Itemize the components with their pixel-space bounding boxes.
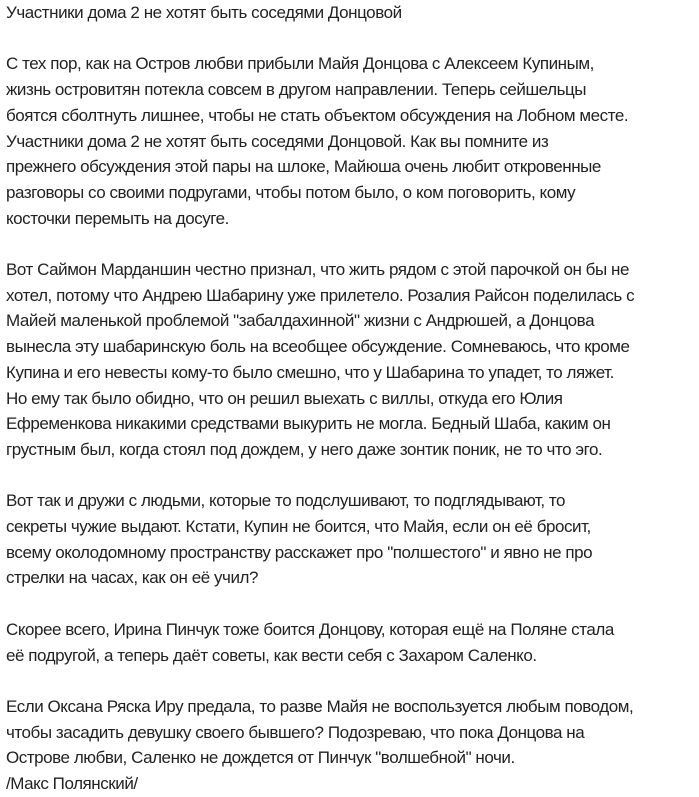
paragraph [6, 488, 699, 591]
paragraph-line: Участники дома 2 не хотят быть соседями Донцовой. Как вы помните из [6, 131, 549, 151]
paragraph-line: косточки перемыть на досуге. [6, 208, 229, 228]
paragraph-line: прежнего обсуждения этой пары на шлоке, Майюша очень любит откровенные [6, 157, 601, 177]
paragraph-line: жизнь островитян потекла совсем в другом направлении. Теперь сейшельцы [6, 80, 587, 100]
paragraph [6, 257, 699, 463]
paragraph-line: Острове любви, Саленко не дождется от Пинчук "волшебной" ночи. [6, 748, 515, 768]
paragraph-line: Но ему так было обидно, что он решил выехать с виллы, откуда его Юлия [6, 388, 563, 408]
paragraph [6, 617, 699, 668]
paragraph-line: Вот так и дружи с людьми, которые то подслушивают, то подглядывают, то [6, 491, 566, 511]
paragraph-line: чтобы засадить девушку своего бывшего? Подозреваю, что пока Донцова на [6, 722, 585, 742]
paragraph-line: вынесла эту шабаринскую боль на всеобщее обсуждение. Сомневаюсь, что кроме [6, 337, 630, 357]
paragraph-line: Ефременкова никакими средствами выкурить не могла. Бедный Шаба, каким он [6, 414, 611, 434]
paragraph [6, 51, 699, 231]
article-title: Участники дома 2 не хотят быть соседями Донцовой [6, 3, 402, 22]
article-body [6, 51, 699, 771]
paragraph-line: Майей маленькой проблемой "забалдахинной" жизни с Андрюшей, а Донцова [6, 311, 595, 331]
paragraph-line: боятся сболтнуть лишнее, чтобы не стать объектом обсуждения на Лобном месте. [6, 105, 629, 125]
article-signature: /Макс Полянский/ [6, 774, 138, 794]
paragraph-line: всему околодомному пространству расскажет про "полшестого" и явно не про [6, 542, 593, 562]
paragraph-line: Купина и его невесты кому-то было смешно, что у Шабарина то упадет, то ляжет. [6, 362, 614, 382]
paragraph-line: стрелки на часах, как он её учил? [6, 568, 258, 588]
paragraph-line: секреты чужие выдают. Кстати, Купин не боится, что Майя, если он её бросит, [6, 517, 591, 537]
paragraph-line: Вот Саймон Марданшин честно признал, что жить рядом с этой парочкой он бы не [6, 260, 629, 279]
paragraph-line: Если Оксана Ряска Иру предала, то разве Майя не воспользуется любым поводом, [6, 696, 634, 716]
paragraph-line: грустным был, когда стоял под дождем, у него даже зонтик поник, не то что эго. [6, 439, 603, 459]
paragraph-line: её подругой, а теперь даёт советы, как вести себя с Захаром Саленко. [6, 645, 537, 665]
paragraph [6, 694, 699, 771]
paragraph-line: хотел, потому что Андрею Шабарину уже прилетело. Розалия Райсон поделилась с [6, 285, 635, 305]
paragraph-line: разговоры со своими подругами, чтобы потом было, о ком поговорить, кому [6, 182, 576, 202]
paragraph-line: Скорее всего, Ирина Пинчук тоже боится Донцову, которая ещё на Поляне стала [6, 619, 614, 639]
paragraph-line: С тех пор, как на Остров любви прибыли Майя Донцова с Алексеем Купиным, [6, 54, 594, 74]
